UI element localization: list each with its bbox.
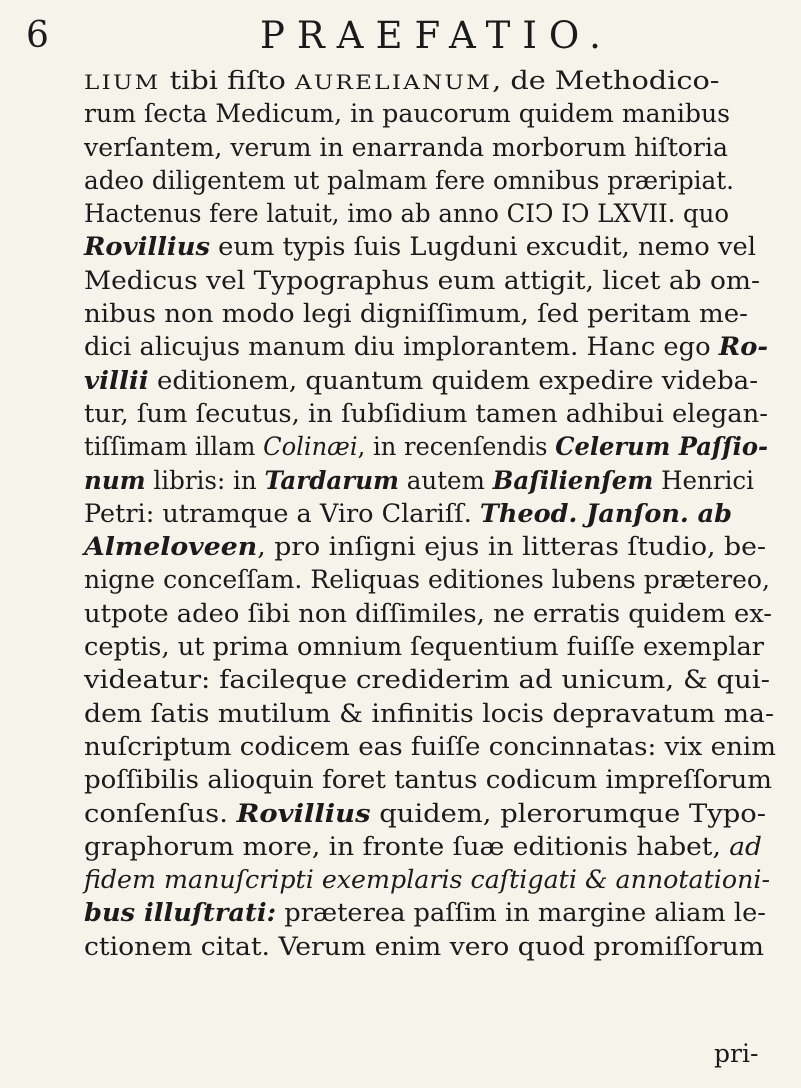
text-line (84, 830, 801, 863)
text-segment: nibus non modo legi digniſſimum, ſed peritam me- (84, 299, 748, 329)
text-segment: ad (729, 831, 763, 861)
text-segment: utpote adeo ſibi non diſſimiles, ne erratis quidem ex- (84, 598, 773, 628)
text-line (84, 297, 801, 330)
text-segment: , in recenſendis (357, 432, 556, 462)
text-line (84, 697, 801, 730)
text-segment: , de Methodico- (492, 66, 720, 95)
text-segment: dici alicujus manum diu implorantem. Hanc ego (84, 332, 719, 362)
text-segment: libris: in (145, 465, 265, 495)
page-number: 6 (26, 15, 49, 56)
text-segment: tur, ſum ſecutus, in ſubſidium tamen adhibui elegan- (84, 398, 768, 428)
text-segment: Celerum Paſſio- (555, 432, 768, 462)
text-segment: fidem manuſcripti exemplaris caſtigati & annotationi- (84, 865, 771, 895)
text-segment: videatur: facileque crediderim ad unicum, & qui- (84, 665, 770, 695)
text-segment: Rovillius (236, 798, 371, 828)
text-segment: nigne conceſſam. Reliquas editiones lubens prætereo, (84, 565, 770, 595)
text-segment: Almeloveen (84, 532, 258, 562)
text-segment: bus illuſtrati: (84, 898, 277, 928)
text-line (84, 64, 801, 97)
page-header (22, 12, 782, 60)
text-segment: graphorum more, in fronte ſuæ editionis habet, (84, 831, 730, 861)
text-line (84, 397, 801, 430)
text-segment: nuſcriptum codicem eas fuiſſe concinnatas: vix enim (84, 731, 776, 761)
text-line (84, 430, 768, 463)
text-segment: tiſſimam illam (84, 432, 264, 462)
text-line (84, 197, 770, 230)
text-line (84, 797, 801, 830)
text-line (84, 464, 775, 497)
text-segment: Rovillius (84, 232, 210, 262)
text-segment: Baſilienſem (492, 465, 654, 495)
text-segment: conſenſus. (84, 798, 237, 828)
text-segment: LIUM (84, 70, 161, 94)
text-line (84, 563, 789, 596)
text-line (84, 763, 801, 796)
text-segment: Ro- (718, 332, 769, 362)
text-segment: Medicus vel Typographus eum attigit, licet ab om- (84, 265, 760, 295)
text-segment: præterea paſſim in margine aliam le- (276, 898, 766, 928)
text-segment: Petri: utramque a Viro Clariſſ. (84, 498, 480, 528)
text-line (84, 930, 801, 963)
text-segment: ctionem citat. Verum enim vero quod promiſſorum (84, 931, 765, 961)
text-segment: num (84, 465, 146, 495)
text-line (84, 131, 792, 164)
text-segment: AURELIANUM (294, 70, 493, 94)
text-line (84, 630, 801, 663)
text-segment: Tardarum (264, 465, 399, 495)
running-title: PRAEFATIO. (260, 14, 613, 57)
text-line (84, 597, 801, 630)
text-segment: eum typis ſuis Lugduni excudit, nemo vel (209, 232, 756, 262)
text-line (84, 164, 779, 197)
text-line (84, 663, 801, 696)
text-segment: dem ſatis mutilum & infinitis locis depravatum ma- (84, 698, 774, 728)
text-segment: , pro inſigni ejus in litteras ſtudio, be- (257, 532, 767, 562)
text-segment: Theod. Janſon. ab (479, 498, 733, 528)
text-segment: adeo diligentem ut palmam fere omnibus præripiat. (84, 165, 735, 195)
text-segment: autem (398, 465, 493, 495)
text-segment: Colinæi (263, 432, 358, 462)
text-line (84, 730, 801, 763)
text-line (84, 497, 801, 530)
text-line (84, 97, 792, 130)
text-segment: Henrici (653, 465, 755, 495)
text-segment: quidem, plerorumque Typo- (370, 798, 766, 828)
text-segment: villii (84, 365, 149, 395)
text-segment: editionem, quantum quidem expedire videba- (148, 365, 759, 395)
text-line (84, 863, 796, 896)
text-line (84, 330, 801, 363)
text-segment: rum ſecta Medicum, in paucorum quidem manibus (84, 99, 731, 129)
text-line (84, 230, 801, 263)
catchword: pri- (714, 1039, 759, 1068)
body-text (84, 64, 788, 963)
text-line (84, 364, 801, 397)
text-segment: verſantem, verum in enarranda morborum hiſtoria (84, 132, 728, 162)
text-line (84, 264, 801, 297)
text-line (84, 896, 801, 929)
text-line (84, 530, 801, 563)
text-segment: Hactenus fere latuit, imo ab anno CIↃ IↃ LXVII. quo (84, 199, 729, 229)
text-segment: poſſibilis alioquin foret tantus codicum impreſſorum (84, 765, 773, 795)
text-segment: tibi fiſto (160, 66, 295, 95)
text-segment: ceptis, ut prima omnium ſequentium fuiſſe exemplar (84, 632, 765, 662)
